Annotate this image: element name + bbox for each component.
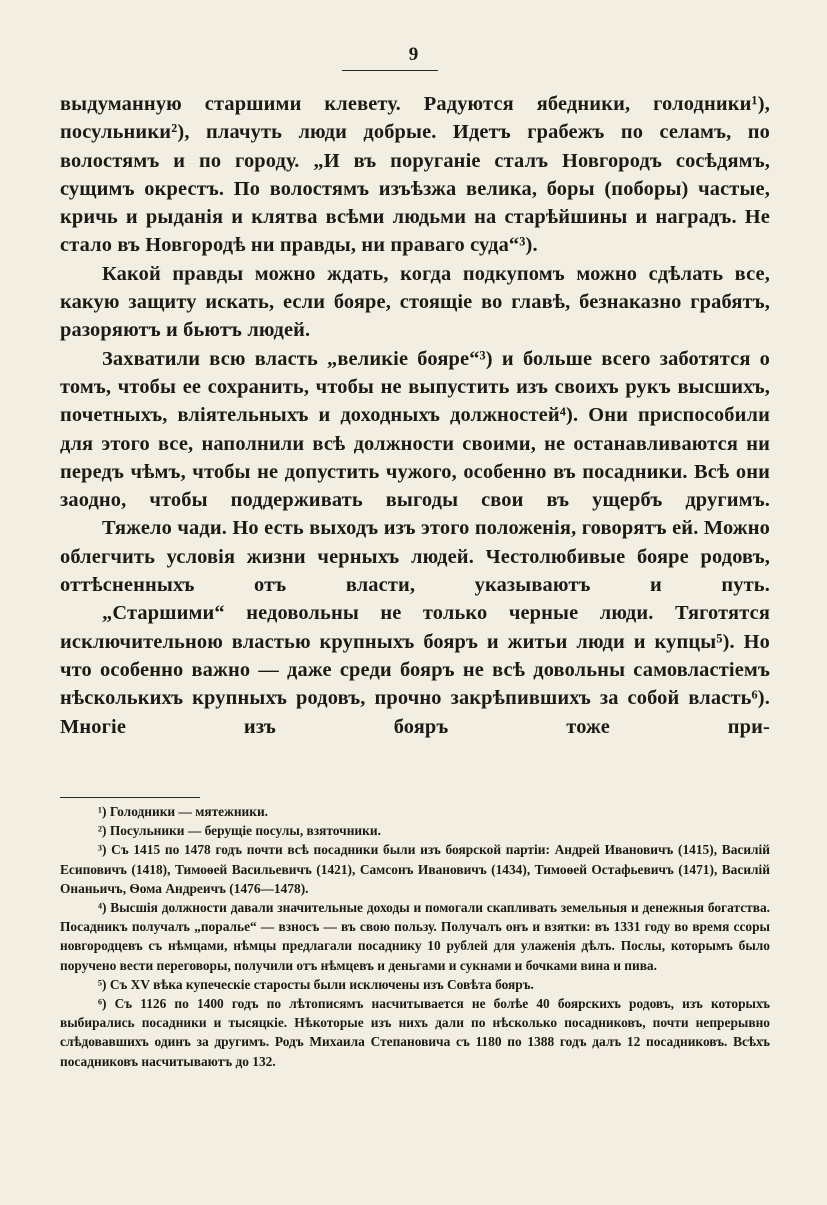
footnote: ¹) Голодники — мятежники.: [98, 804, 269, 819]
footnote: ⁴) Высшія должности давали значительные доходы и помогали скапливать земельныя и денежныя богатства. Посадникъ получалъ „поралье“ — взносъ — въ свою пользу. Получалъ онъ и взятки: въ 1331 году во время ссоры новгородцевъ съ нѣмцами, нѣмцы предлагали посаднику 10 рублей для улаженія дѣлъ. Послы, которымъ было поручено вести переговоры, получили отъ нѣмцевъ и деньгами и сукнами и бочками вина и пива.: [60, 900, 770, 973]
footnote: ⁶) Съ 1126 по 1400 годъ по лѣтописямъ насчитывается не болѣе 40 боярскихъ родовъ, изъ которыхъ выбирались посадники и тысяцкіе. Нѣкоторые изъ нихъ дали по нѣсколько посадниковъ, почти непрерывно слѣдовавшихъ одинъ за другимъ. Родъ Михаила Степановича съ 1180 по 1388 годъ далъ 12 посадниковъ. Всѣхъ посадниковъ насчитываютъ до 132.: [60, 996, 770, 1069]
main-text: [60, 90, 770, 741]
paragraph: Захватили всю власть „великіе бояре“³) и больше всего заботятся о томъ, чтобы ее сохранить, чтобы не выпустить изъ своихъ рукъ высшихъ, почетныхъ, вліятельныхъ и доходныхъ должностей⁴). Они приспособили для этого все, наполнили всѣ должности своими, не останавливаются ни передъ чѣмъ, чтобы не допустить чужого, особенно въ посадники. Всѣ они заодно, чтобы поддерживать выгоды свои въ ущербъ другимъ.: [60, 347, 770, 512]
paragraph: „Старшими“ недовольны не только черные люди. Тяготятся исключительною властью крупныхъ бояръ и житьи люди и купцы⁵). Но что особенно важно — даже среди бояръ не всѣ довольны самовластіемъ нѣсколькихъ крупныхъ родовъ, прочно закрѣпившихъ за собой власть⁶). Многіе изъ бояръ тоже при-: [60, 602, 770, 738]
footnote-divider: [60, 797, 200, 798]
page-number: 9: [408, 44, 419, 65]
paragraph: Какой правды можно ждать, когда подкупомъ можно сдѣлать все, какую защиту искать, если бояре, стоящіе во главѣ, безнаказно грабятъ, разоряютъ и бьютъ людей.: [60, 262, 770, 342]
footnote: ³) Съ 1415 по 1478 годъ почти всѣ посадники были изъ боярской партіи: Андрей Ивановичъ (1415), Василій Есиповичъ (1418), Тимоѳей Васильевичъ (1421), Самсонъ Ивановичъ (1434), Тимоѳей Остафьевичъ (1471), Василій Онаньичъ, Ѳома Андреичъ (1476—1478).: [60, 842, 770, 896]
footnote: ⁵) Съ XV вѣка купеческіе старосты были исключены изъ Совѣта бояръ.: [98, 976, 534, 992]
header-rule: [342, 70, 438, 71]
footnote: ²) Посульники — берущіе посулы, взяточники.: [98, 823, 381, 839]
paragraph: Тяжело чади. Но есть выходъ изъ этого положенія, говорятъ ей. Можно облегчить условія жизни черныхъ людей. Честолюбивые бояре родовъ, оттѣсненныхъ отъ власти, указываютъ и путь.: [60, 517, 770, 597]
paragraph: выдуманную старшими клевету. Радуются ябедники, голодники¹), посульники²), плачуть люди добрые. Идетъ грабежъ по селамъ, по волостямъ и по городу. „И въ поруганіе сталъ Новгородъ сосѣдямъ, сущимъ окрестъ. По волостямъ изъѣзжа велика, боры (поборы) частые, кричь и рыданія и клятва всѣми людьми на старѣйшины и наградъ. Не стало въ Новгородѣ ни правды, ни праваго суда“³).: [60, 93, 770, 257]
footnotes: [60, 802, 770, 1071]
